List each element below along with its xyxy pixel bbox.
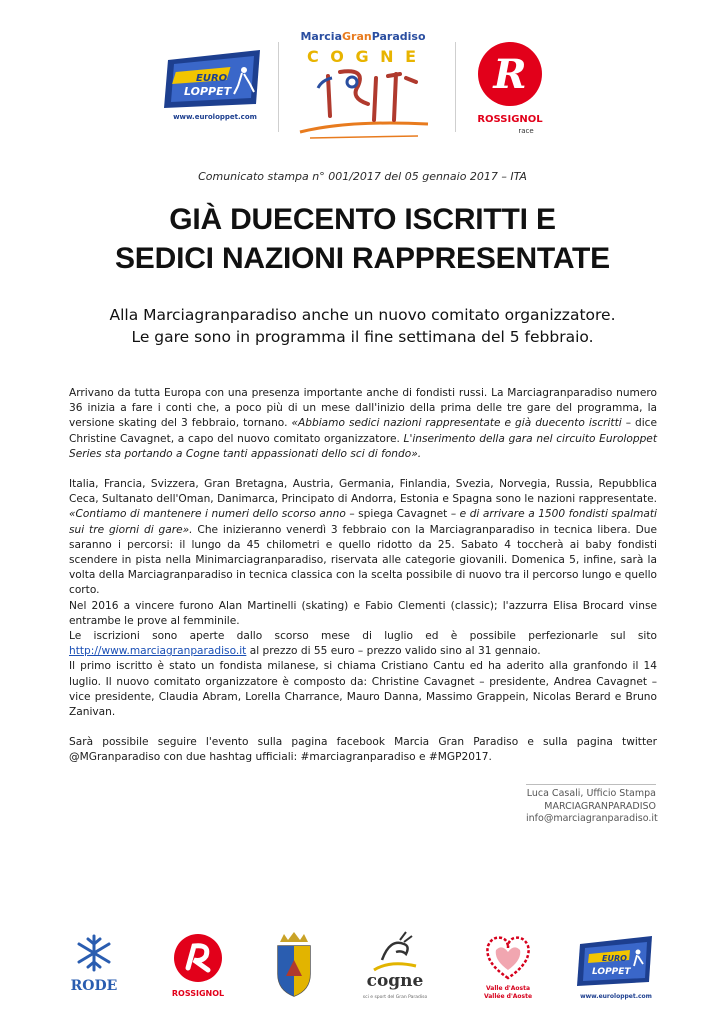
footer-logos — [0, 930, 725, 1010]
rossignol-sub: race — [518, 127, 534, 135]
cogne-text: cogne — [366, 971, 424, 991]
paragraph: Il primo iscritto è stato un fondista milanese, si chiama Cristiano Cantu ed ha aderito alla granfondo il 14 luglio. Il nuovo comitato organizzatore è composto da: Christine Cavagnet – presidente, Andrea Cavagnet – vice presidente, Claudia Abram, Lorella Charrance, Mauro Danna, Massimo Grappein, Nicolas Berard e Bruno Zanivan. — [69, 660, 657, 719]
marciagranparadiso-logo — [288, 28, 438, 146]
text-run: Italia, Francia, Svizzera, Gran Bretagna, Austria, Germania, Finlandia, Svezia, Norvegia, Russia, Repubblica Ceca, Sultanato dell'Oman, Danimarca, Principato di Andorra, Estonia e Spagna sono le nazioni rappresentate. — [69, 478, 657, 506]
marcia-name-part3: Paradiso — [371, 30, 426, 43]
website-link[interactable]: http://www.marciagranparadiso.it — [69, 645, 247, 658]
paragraph — [69, 629, 657, 659]
press-release-line: Comunicato stampa n° 001/2017 del 05 gennaio 2017 – ITA — [198, 170, 527, 183]
quote-run: «Contiamo di mantenere i numeri dello scorso anno — [69, 508, 346, 521]
signature-block — [526, 784, 656, 826]
text-run: Che inizieranno venerdì 3 febbraio con la Marciagranparadiso in tecnica libera. Due saranno i percorsi: il lungo da 45 chilometri e quello ridotto da 25. Sabato 4 toccherà ai baby fondisti scendere in pista nella Minimarciagranparadiso, riservata alle categorie giovanili. Domenica 5, infine, sarà la volta della Marciagranparadiso in tecnica classica con la scelta possibile di nuovo tra il percorso lungo e quello corto. — [69, 523, 657, 597]
header-logos — [0, 0, 725, 160]
header-divider — [278, 42, 279, 132]
paragraph — [69, 386, 657, 462]
text-run: Le iscrizioni sono aperte dallo scorso mese di luglio ed è possibile perfezionarle sul sito — [69, 630, 657, 643]
euroloppet-footer-line1: EURO — [602, 954, 627, 963]
headline-line2: SEDICI NAZIONI RAPPRESENTATE — [115, 242, 610, 275]
headline — [40, 200, 685, 278]
text-run: – spiega Cavagnet – — [345, 508, 460, 521]
text-run: Arrivano da tutta Europa con una presenza importante anche di fondisti russi. La Marciagranparadiso numero 36 inizia a fare i conti che, a poco più di un mese dall'inizio della prima delle tre gare del programma, la versione skating del 3 febbraio, tornano. — [69, 387, 657, 430]
cogne-coat-of-arms-icon — [272, 930, 316, 1000]
euroloppet-line2: LOPPET — [184, 85, 232, 98]
euroloppet-footer-line2: LOPPET — [592, 967, 631, 977]
euroloppet-logo — [160, 42, 270, 122]
valle-line2: Vallée d'Aoste — [483, 993, 533, 1000]
signature-email: info@marciagranparadiso.it — [526, 813, 658, 824]
headline-line1: GIÀ DUECENTO ISCRITTI E — [169, 203, 556, 236]
signature-org: MARCIAGRANPARADISO — [544, 800, 656, 812]
rossignol-logo — [168, 930, 228, 1000]
text-run: al prezzo di 55 euro – prezzo valido sino al 31 gennaio. — [246, 645, 541, 658]
signature-name: Luca Casali, Ufficio Stampa — [526, 788, 656, 799]
rossignol-footer-text: ROSSIGNOL — [171, 989, 225, 998]
valle-daosta-logo — [478, 930, 538, 1002]
subhead-line1: Alla Marciagranparadiso anche un nuovo comitato organizzatore. — [109, 306, 616, 324]
subheadline — [40, 304, 685, 348]
paragraph — [69, 477, 657, 599]
marcia-town: C O G N E — [306, 47, 420, 66]
marcia-name-part2: Gran — [342, 30, 372, 43]
paragraph: Sarà possibile seguire l'evento sulla pagina facebook Marcia Gran Paradiso e sulla pagina twitter @MGranparadiso con due hashtag ufficiali: #marciagranparadiso e #MGP2017. — [69, 736, 657, 764]
header-divider — [455, 42, 456, 132]
cogne-subtext: sci e sport del Gran Paradiso — [362, 995, 428, 1000]
svg-text:MarciaGranParadiso — [300, 30, 425, 43]
subhead-line2: Le gare sono in programma il fine settimana del 5 febbraio. — [131, 328, 594, 346]
rossignol-brand: ROSSIGNOL — [477, 114, 543, 125]
rode-logo — [66, 930, 122, 1000]
euroloppet-line1: EURO — [196, 73, 228, 84]
euroloppet-footer-url: www.euroloppet.com — [580, 993, 652, 1000]
euroloppet-url: www.euroloppet.com — [173, 113, 257, 121]
euroloppet-footer-logo — [574, 930, 658, 1002]
paragraph: Nel 2016 a vincere furono Alan Martinelli (skating) e Fabio Clementi (classic); l'azzurra Elisa Brocard vinse entrambe le prove al femminile. — [69, 599, 657, 627]
signature-rule — [526, 784, 656, 785]
rossignol-race-logo — [470, 40, 550, 140]
rode-text: RODE — [70, 978, 118, 994]
quote-run: e di arrivare a 1500 fondisti spalmati sui tre giorni di gare». — [69, 508, 657, 536]
valle-line1: Valle d'Aosta — [485, 985, 531, 992]
cogne-logo — [360, 930, 430, 1004]
article-body — [69, 386, 657, 766]
quote-run: L'inserimento della gara nel circuito Euroloppet Series sta portando a Cogne tanti appassionati dello sci di fondo». — [69, 432, 657, 460]
quote-run: «Abbiamo sedici nazioni rappresentate e già duecento iscritti — [291, 417, 622, 430]
rossignol-letter: R — [493, 51, 527, 98]
marcia-name-part1: Marcia — [300, 30, 342, 43]
text-run: – dice Christine Cavagnet, a capo del nuovo comitato organizzatore. — [69, 417, 658, 445]
